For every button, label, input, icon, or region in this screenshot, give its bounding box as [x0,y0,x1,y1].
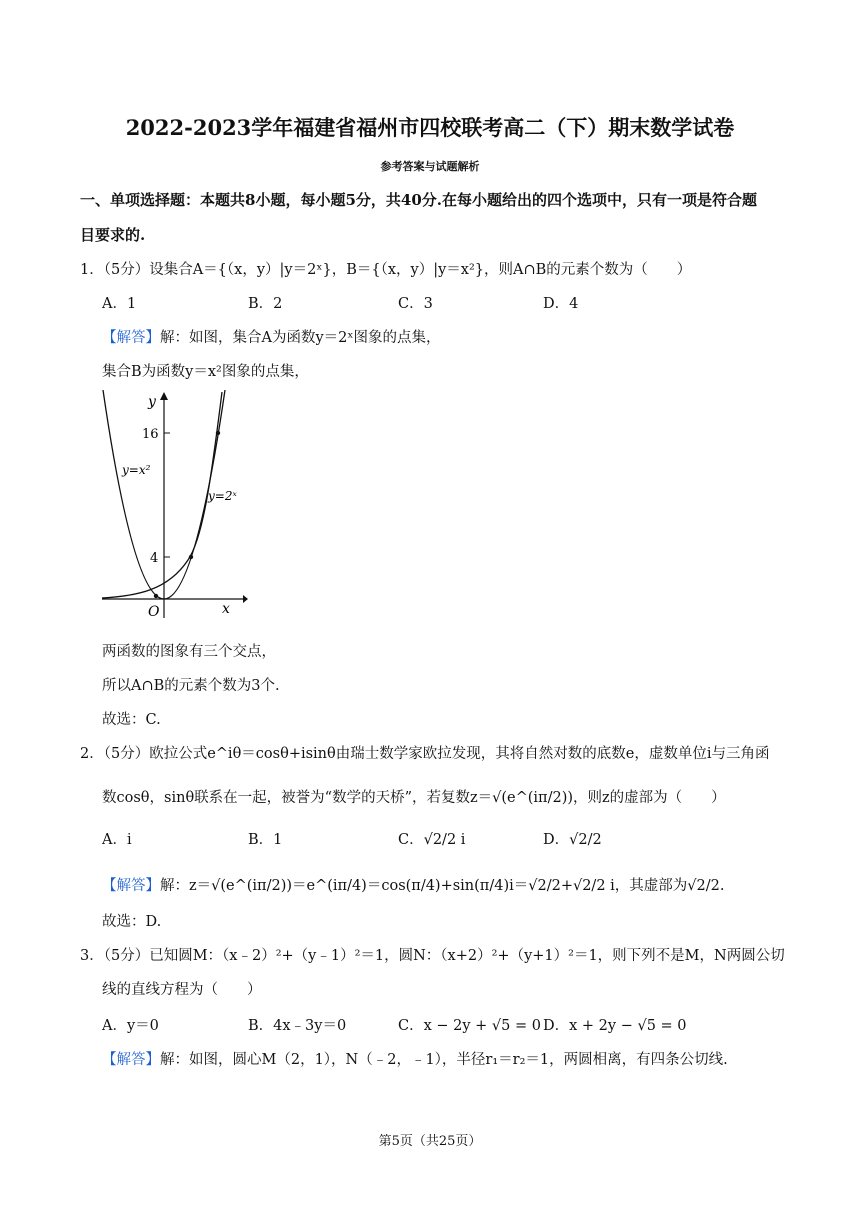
question-1-answer-line1 [102,326,441,347]
y-axis-label: y [148,394,156,410]
answer-tag: 【解答】 [102,1052,160,1068]
question-3-option-c: C．x − 2y + √5 = 0 [398,1018,541,1034]
tick-label-16: 16 [142,427,159,442]
answer-text: 解：如图，集合A为函数y＝2ˣ图象的点集， [160,330,441,346]
question-3-option-a: A．y＝0 [102,1018,159,1034]
page-subtitle: 参考答案与试题解析 [380,160,480,173]
section-heading-line1: 一、单项选择题：本题共8小题，每小题5分，共40分.在每小题给出的四个选项中，只有一项是符合题 [80,191,757,209]
question-3-stem-line1: 3．（5分）已知圆M：（x﹣2）²+（y﹣1）²＝1，圆N：（x+2）²+（y+1）²＝1，则下列不是M，N两圆公切 [80,948,785,964]
question-1-option-d: D．4 [543,296,579,312]
intersection-point-2-4 [189,555,193,559]
intersection-point-negative [154,594,158,598]
question-2-option-b: B．1 [248,832,283,848]
y-axis-arrow [160,392,168,400]
question-1-answer-line3: 两函数的图象有三个交点， [102,644,276,660]
label-exponential: y=2ˣ [208,489,237,503]
answer-text: 解：如图，圆心M（2，1），N（﹣2，﹣1），半径r₁＝r₂＝1，两圆相离，有四条公切线. [160,1052,728,1068]
question-3-option-b: B．4x﹣3y＝0 [248,1018,347,1034]
tick-label-4: 4 [150,551,159,566]
x-axis-label: x [222,601,230,617]
question-2-option-a: A．i [102,832,132,848]
question-1-option-b: B．2 [248,296,283,312]
answer-tag: 【解答】 [102,878,160,894]
question-1-answer-line2: 集合B为函数y＝x²图象的点集， [102,364,309,380]
answer-tag: 【解答】 [102,330,160,346]
answer-text: 解：z＝√(e^(iπ/2))＝e^(iπ/4)＝cos(π/4)+sin(π/4)i＝√2/2+√2/2 i，其虚部为√2/2. [160,878,725,894]
question-3-stem-line2: 线的直线方程为（ ） [102,982,262,998]
label-parabola: y=x² [122,463,151,477]
question-2-option-c: C．√2/2 i [398,832,466,848]
question-2-stem-line2: 数cosθ，sinθ联系在一起，被誉为“数学的天桥”，若复数z＝√(e^(iπ/2))，则z的虚部为（ ） [102,790,726,806]
x-axis-arrow [243,595,248,603]
question-1-option-a: A．1 [102,296,137,312]
page-footer: 第5页（共25页） [378,1134,482,1149]
question-1-answer-line4: 所以A∩B的元素个数为3个. [102,678,280,694]
question-3-option-d: D．x + 2y − √5 = 0 [543,1018,687,1034]
question-1-choose: 故选：C. [102,712,161,728]
function-graph [98,390,248,620]
question-3-answer-line [102,1048,728,1069]
question-2-stem-line1: 2．（5分）欧拉公式e^iθ＝cosθ+isinθ由瑞士数学家欧拉发现，其将自然对数的底数e，虚数单位i与三角函 [80,746,770,762]
section-heading-line2: 目要求的. [80,226,146,244]
page-title: 2022-2023学年福建省福州市四校联考高二（下）期末数学试卷 [125,115,735,140]
origin-label: O [148,604,160,620]
question-2-answer-line [102,874,724,895]
curve-exponential [102,392,222,598]
question-2-option-d: D．√2/2 [543,832,602,848]
intersection-point-4-16 [216,431,220,435]
question-1-option-c: C．3 [398,296,433,312]
question-1-stem: 1．（5分）设集合A＝{（x，y）|y＝2ˣ}，B＝{（x，y）|y＝x²}，则A∩B的元素个数为（ ） [80,262,692,278]
question-2-choose: 故选：D. [102,914,162,930]
